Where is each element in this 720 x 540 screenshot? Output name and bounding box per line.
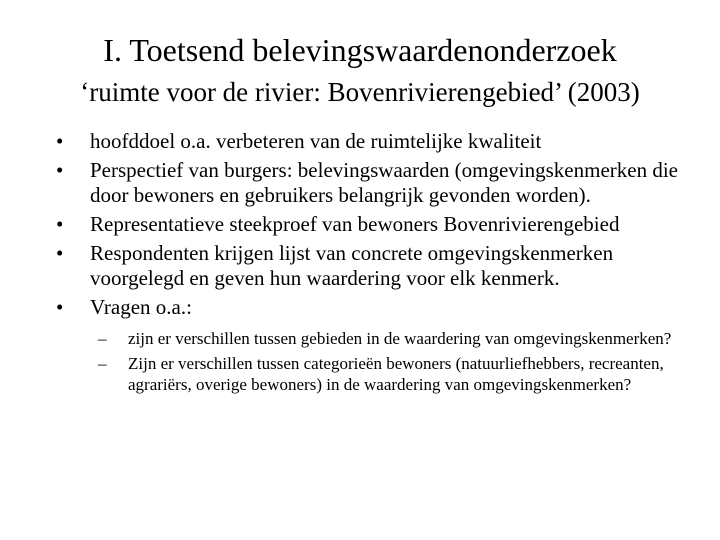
sub-bullet-item <box>98 328 706 349</box>
bullet-item <box>56 241 706 291</box>
bullet-marker: • <box>56 129 64 153</box>
bullet-item <box>56 212 706 237</box>
bullet-list <box>56 129 706 399</box>
bullet-marker: • <box>56 212 64 236</box>
sub-bullet-marker: – <box>98 354 107 373</box>
sub-bullet-marker: – <box>98 329 107 348</box>
sub-bullet-item <box>98 353 706 395</box>
bullet-marker: • <box>56 241 64 265</box>
sub-bullet-text: Zijn er verschillen tussen categorieën bewoners (natuurliefhebbers, recreanten, agrariërs, overige bewoners) in de waardering van omgevingskenmerken? <box>128 354 664 394</box>
bullet-text: Perspectief van burgers: belevingswaarden (omgevingskenmerken die door bewoners en gebruikers belangrijk gevonden worden). <box>90 158 678 207</box>
bullet-text: hoofddoel o.a. verbeteren van de ruimtelijke kwaliteit <box>90 129 542 153</box>
slide-title: I. Toetsend belevingswaardenonderzoek <box>103 32 617 68</box>
bullet-item <box>56 158 706 208</box>
bullet-item <box>56 129 706 154</box>
bullet-item <box>56 295 706 395</box>
slide-subtitle: ‘ruimte voor de rivier: Bovenrivierengebied’ (2003) <box>80 77 640 107</box>
bullet-text: Vragen o.a.: <box>90 295 192 319</box>
bullet-marker: • <box>56 158 64 182</box>
bullet-text: Representatieve steekproef van bewoners Bovenrivierengebied <box>90 212 620 236</box>
bullet-text: Respondenten krijgen lijst van concrete omgevingskenmerken voorgelegd en geven hun waardering voor elk kenmerk. <box>90 241 614 290</box>
sub-bullet-list <box>90 328 706 395</box>
sub-bullet-text: zijn er verschillen tussen gebieden in de waardering van omgevingskenmerken? <box>128 329 672 348</box>
bullet-marker: • <box>56 295 64 319</box>
